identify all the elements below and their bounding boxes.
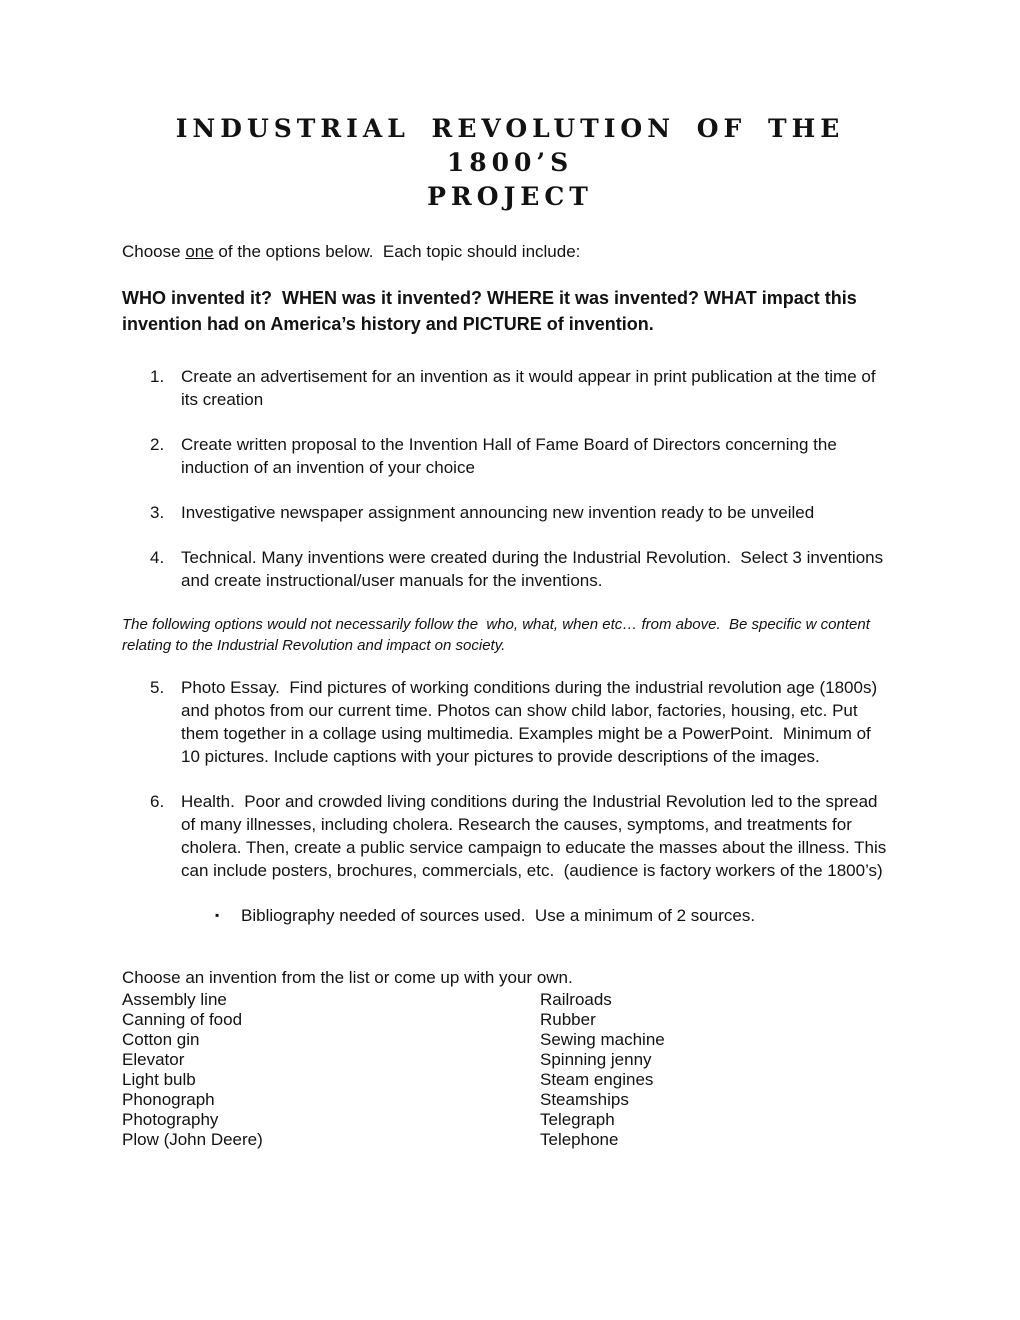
options-list-2 xyxy=(122,676,898,882)
option-item-5 xyxy=(150,676,898,768)
inventions-column-left xyxy=(122,990,540,1150)
invention-item: Telegraph xyxy=(540,1110,615,1129)
option-item-6 xyxy=(150,790,898,882)
option-text: Photo Essay. Find pictures of working conditions during the industrial revolution age (1800s) and photos from our current time. Photos can show child labor, factories, housing, etc. Put them together in a collage using multimedia. Examples might be a PowerPoint. Minimum of 10 pictures. Include captions with your pictures to provide descriptions of the images. xyxy=(181,678,882,766)
intro-suffix: of the options below. Each topic should include: xyxy=(213,242,581,261)
invention-item: Rubber xyxy=(540,1010,596,1029)
option-item-1 xyxy=(150,365,898,411)
invention-item: Plow (John Deere) xyxy=(122,1130,263,1149)
note-paragraph: The following options would not necessarily follow the who, what, when etc… from above. Be specific w content relating to the Industrial Revolution and impact on society. xyxy=(122,616,875,654)
invention-item: Steamships xyxy=(540,1090,629,1109)
invention-item: Photography xyxy=(122,1110,219,1129)
option-number: 5. xyxy=(150,678,165,697)
doc-title xyxy=(122,112,898,214)
invention-item: Sewing machine xyxy=(540,1030,665,1049)
option-text: Create an advertisement for an invention as it would appear in print publication at the time of its creation xyxy=(181,367,881,409)
invention-item: Railroads xyxy=(540,990,612,1009)
invention-item: Steam engines xyxy=(540,1070,654,1089)
invention-item: Cotton gin xyxy=(122,1030,200,1049)
intro-line xyxy=(122,240,898,263)
square-bullet-icon: ▪ xyxy=(215,908,220,922)
option-item-4 xyxy=(150,546,898,592)
option-item-3 xyxy=(150,501,898,524)
option-text: Health. Poor and crowded living conditions during the Industrial Revolution led to the spread of many illnesses, including cholera. Research the causes, symptoms, and treatments for cholera. Then, create a public service campaign to educate the masses about the illness. This can include posters, brochures, commercials, etc. (audience is factory workers of the 1800’s) xyxy=(181,792,892,880)
invention-item: Assembly line xyxy=(122,990,227,1009)
bibliography-bullet-item xyxy=(215,904,898,927)
bibliography-text: Bibliography needed of sources used. Use a minimum of 2 sources. xyxy=(241,906,756,925)
inventions-heading: Choose an invention from the list or come up with your own. xyxy=(122,968,573,987)
inventions-list xyxy=(122,990,898,1150)
intro-underlined-word: one xyxy=(185,242,214,261)
option-number: 3. xyxy=(150,503,165,522)
option-number: 6. xyxy=(150,792,165,811)
invention-item: Spinning jenny xyxy=(540,1050,652,1069)
invention-item: Elevator xyxy=(122,1050,185,1069)
option-text: Investigative newspaper assignment announcing new invention ready to be unveiled xyxy=(181,503,815,522)
invention-item: Light bulb xyxy=(122,1070,196,1089)
option-text: Technical. Many inventions were created during the Industrial Revolution. Select 3 inventions and create instructional/user manuals for the inventions. xyxy=(181,548,888,590)
invention-item: Telephone xyxy=(540,1130,619,1149)
option-text: Create written proposal to the Invention Hall of Fame Board of Directors concerning the induction of an invention of your choice xyxy=(181,435,842,477)
doc-title-line2: PROJECT xyxy=(427,182,593,211)
option-item-2 xyxy=(150,433,898,479)
option-number: 2. xyxy=(150,435,165,454)
invention-item: Phonograph xyxy=(122,1090,215,1109)
option-number: 4. xyxy=(150,548,165,567)
invention-item: Canning of food xyxy=(122,1010,243,1029)
requirements-paragraph: WHO invented it? WHEN was it invented? WHERE it was invented? WHAT impact this invention had on America’s history and PICTURE of invention. xyxy=(122,288,862,334)
inventions-column-right xyxy=(540,990,665,1150)
doc-title-line1: INDUSTRIAL REVOLUTION OF THE 1800’S xyxy=(175,114,845,177)
option-number: 1. xyxy=(150,367,165,386)
options-list-1 xyxy=(122,365,898,592)
intro-prefix: Choose xyxy=(122,242,186,261)
